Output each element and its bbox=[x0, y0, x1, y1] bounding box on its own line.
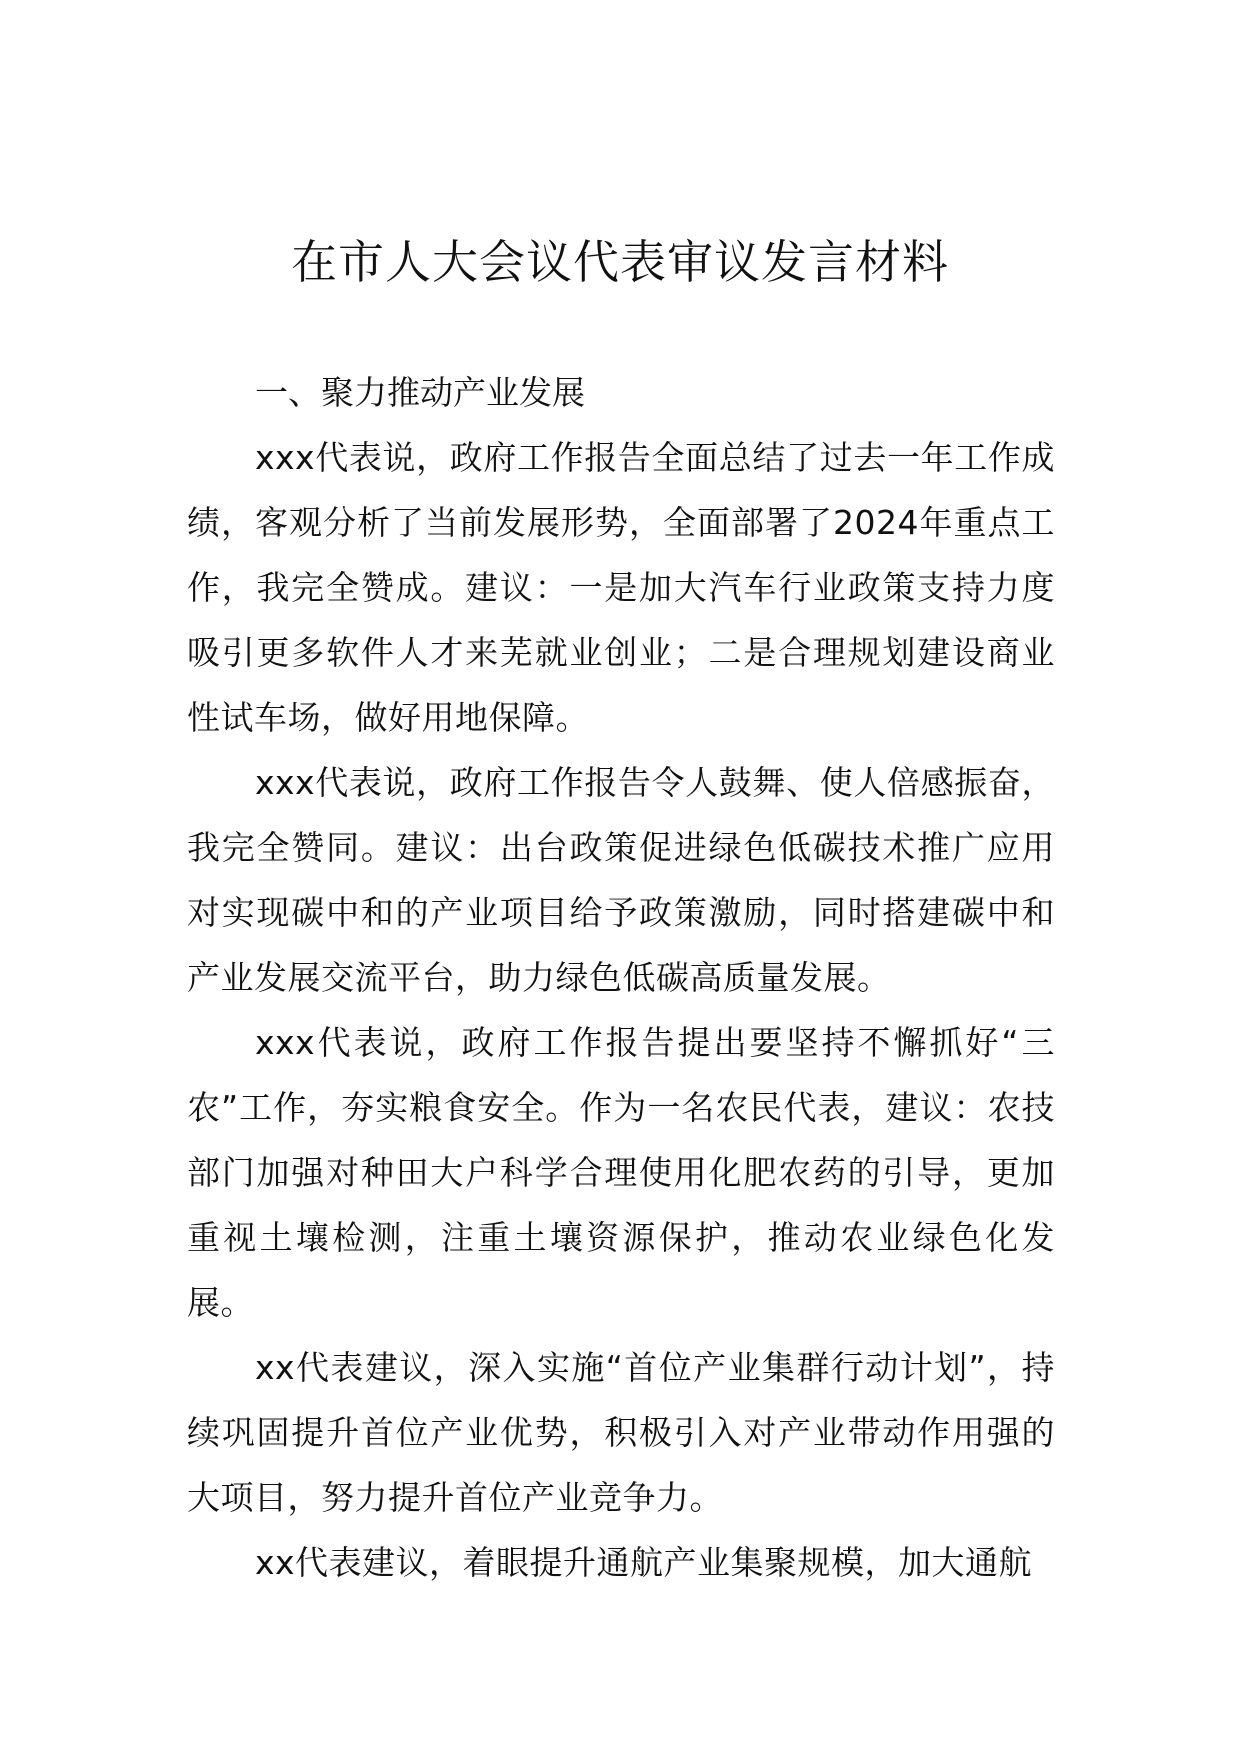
paragraph: xxx代表说，政府工作报告提出要坚持不懈抓好“三农”工作，夯实粮食安全。作为一名农民代表，建议：农技部门加强对种田大户科学合理使用化肥农药的引导，更加重视土壤检测，注重土壤资源保护，推动农业绿色化发展。 bbox=[187, 1023, 1055, 1322]
document-body bbox=[187, 360, 1055, 1595]
paragraph: xx代表建议，着眼提升通航产业集聚规模，加大通航 bbox=[255, 1543, 1033, 1582]
section-heading: 一、聚力推动产业发展 bbox=[255, 373, 585, 412]
paragraph: xxx代表说，政府工作报告全面总结了过去一年工作成绩，客观分析了当前发展形势，全面部署了2024年重点工作，我完全赞成。建议：一是加大汽车行业政策支持力度吸引更多软件人才来芜就业创业；二是合理规划建设商业性试车场，做好用地保障。 bbox=[187, 438, 1055, 737]
document-title: 在市人大会议代表审议发言材料 bbox=[291, 235, 949, 289]
paragraph: xxx代表说，政府工作报告令人鼓舞、使人倍感振奋，我完全赞同。建议：出台政策促进绿色低碳技术推广应用对实现碳中和的产业项目给予政策激励，同时搭建碳中和产业发展交流平台，助力绿色低碳高质量发展。 bbox=[187, 763, 1055, 997]
paragraph: xx代表建议，深入实施“首位产业集群行动计划”，持续巩固提升首位产业优势，积极引入对产业带动作用强的大项目，努力提升首位产业竞争力。 bbox=[187, 1348, 1055, 1517]
